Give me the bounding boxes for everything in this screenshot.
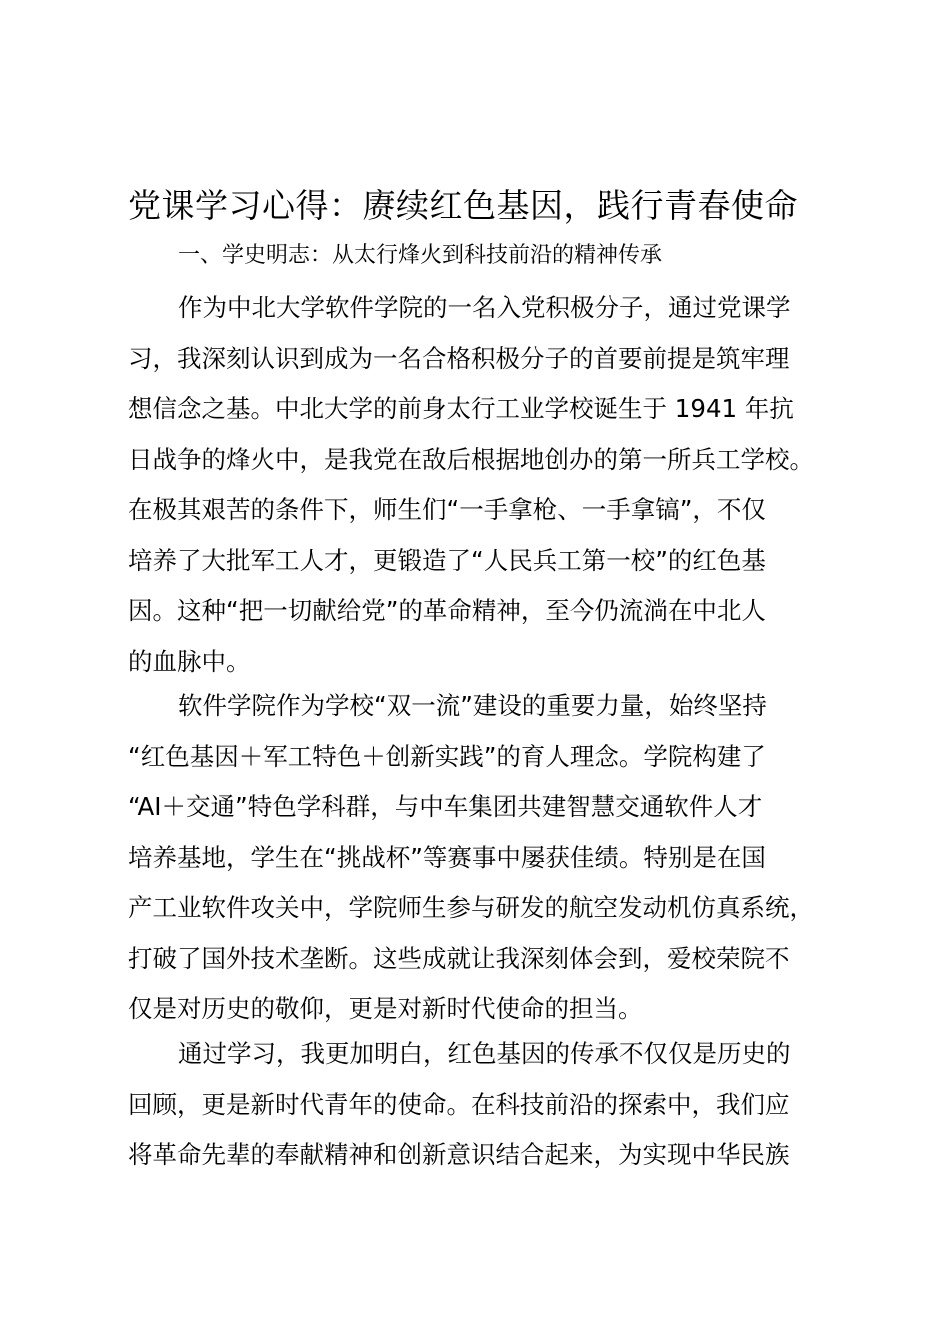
paragraph-line: 打破了国外技术垄断。这些成就让我深刻体会到，爱校荣院不 [128,943,790,973]
paragraph-line: 培养了大批军工人才，更锻造了“人民兵工第一校”的红色基 [128,545,766,575]
paragraph-line: 仅是对历史的敬仰，更是对新时代使命的担当。 [128,994,643,1023]
paragraph-line: 因。这种“把一切献给党”的革命精神，至今仍流淌在中北人 [128,596,766,625]
paragraph-line: 软件学院作为学校“双一流”建设的重要力量，始终坚持 [178,691,767,720]
paragraph-2 [128,681,838,1035]
paragraph-3 [128,1029,838,1181]
paragraph-line: 产工业软件攻关中，学院师生参与研发的航空发动机仿真系统， [128,893,814,922]
paragraph-line: 的血脉中。 [128,646,251,676]
paragraph-line: 作为中北大学软件学院的一名入党积极分子，通过党课学 [178,293,791,322]
paragraph-line: 通过学习，我更加明白，红色基因的传承不仅仅是历史的 [178,1039,791,1068]
paragraph-line: 想信念之基。中北大学的前身太行工业学校诞生于 1941 年抗 [128,394,794,423]
document-title: 党课学习心得：赓续红色基因，践行青春使命 [128,186,798,225]
paragraph-line: 在极其艰苦的条件下，师生们“一手拿枪、一手拿镐”，不仅 [128,495,766,524]
paragraph-line: 回顾，更是新时代青年的使命。在科技前沿的探索中，我们应 [128,1089,790,1119]
paragraph-line: 将革命先辈的奉献精神和创新意识结合起来，为实现中华民族 [128,1140,790,1169]
paragraph-line: 习，我深刻认识到成为一名合格积极分子的首要前提是筑牢理 [128,343,790,373]
paragraph-line: 日战争的烽火中，是我党在敌后根据地创办的第一所兵工学校。 [128,444,814,474]
section-heading: 一、学史明志：从太行烽火到科技前沿的精神传承 [178,243,663,268]
paragraph-1 [128,283,838,687]
paragraph-line: 培养基地，学生在“挑战杯”等赛事中屡获佳绩。特别是在国 [128,842,766,872]
paragraph-line: “红色基因＋军工特色＋创新实践”的育人理念。学院构建了 [128,741,766,771]
paragraph-line: “AI＋交通”特色学科群，与中车集团共建智慧交通软件人才 [128,792,763,821]
